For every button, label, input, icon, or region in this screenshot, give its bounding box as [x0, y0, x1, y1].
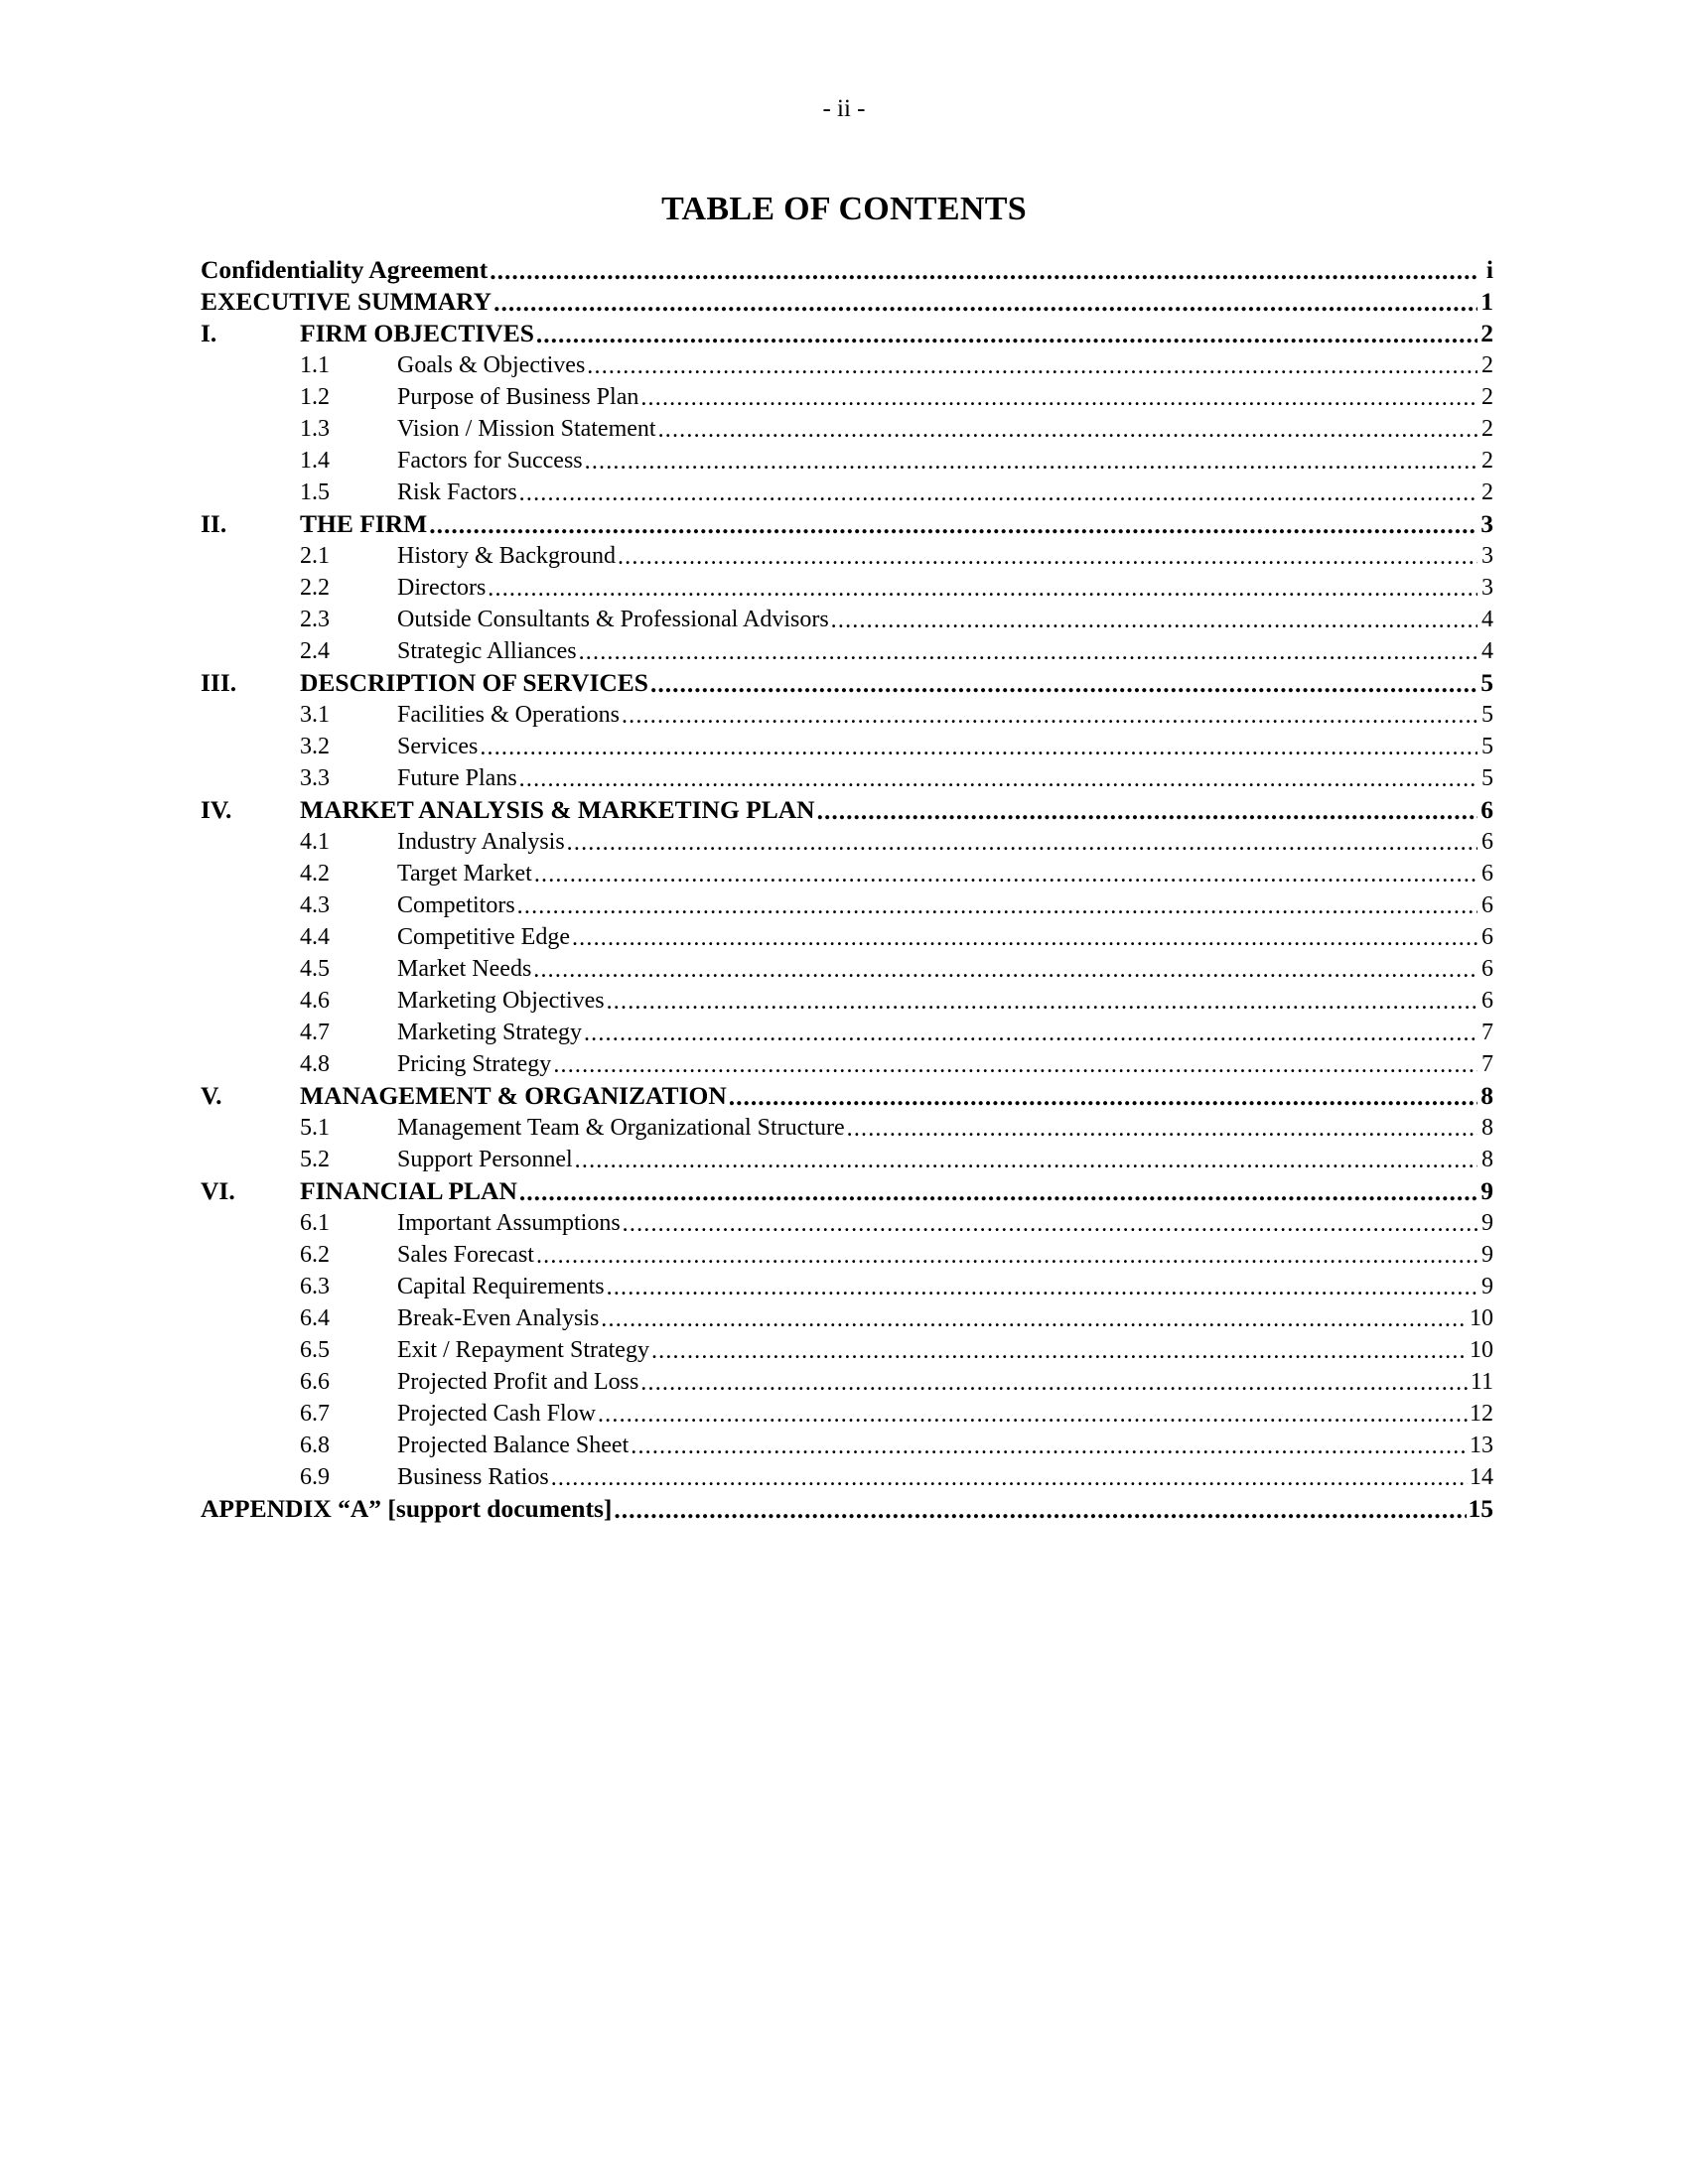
toc-subsection-number: 1.5: [300, 479, 330, 505]
toc-page-number: 2: [1481, 352, 1493, 378]
dot-leader: [614, 1497, 1466, 1523]
dot-leader: [519, 480, 1477, 506]
toc-entry-label: Marketing Objectives: [397, 988, 605, 1014]
toc-page-number: 5: [1481, 702, 1493, 728]
toc-entry-label: Competitive Edge: [397, 924, 570, 950]
toc-entry[interactable]: [201, 254, 1493, 286]
toc-page-number: 6: [1481, 924, 1493, 950]
toc-entry-label: Strategic Alliances: [397, 638, 577, 664]
toc-subentry[interactable]: [201, 1398, 1493, 1430]
toc-page-number: 2: [1481, 416, 1493, 442]
toc-entry[interactable]: [201, 794, 1493, 826]
toc-subentry[interactable]: [201, 699, 1493, 731]
dot-leader: [536, 1243, 1477, 1269]
toc-subsection-number: 6.7: [300, 1401, 330, 1427]
toc-page-number: i: [1485, 255, 1493, 284]
toc-subsection-number: 6.2: [300, 1242, 330, 1268]
toc-page-number: 6: [1481, 892, 1493, 918]
toc-subsection-number: 6.1: [300, 1210, 330, 1236]
dot-leader: [490, 258, 1477, 284]
dot-leader: [598, 1402, 1468, 1428]
toc-subentry[interactable]: [201, 1366, 1493, 1398]
toc-subsection-number: 4.7: [300, 1020, 330, 1045]
toc-subsection-number: 1.3: [300, 416, 330, 442]
dot-leader: [831, 608, 1477, 633]
toc-entry-label: Outside Consultants & Professional Advisors: [397, 607, 829, 632]
toc-page-number: 4: [1481, 607, 1493, 632]
dot-leader: [567, 830, 1477, 856]
toc-page-number: 6: [1481, 861, 1493, 887]
dot-leader: [622, 703, 1477, 729]
toc-page-number: 2: [1481, 448, 1493, 474]
dot-leader: [631, 1433, 1468, 1459]
toc-subsection-number: 6.4: [300, 1305, 330, 1331]
toc-leader-line: [397, 1336, 1493, 1364]
toc-entry-label: Factors for Success: [397, 448, 583, 474]
toc-subentry[interactable]: [201, 349, 1493, 381]
toc-entry-label: Important Assumptions: [397, 1210, 621, 1236]
toc-page-number: 4: [1481, 638, 1493, 664]
dot-leader: [601, 1306, 1468, 1332]
toc-leader-line: [300, 1082, 1493, 1110]
toc-subentry[interactable]: [201, 731, 1493, 762]
toc-subentry[interactable]: [201, 1239, 1493, 1271]
toc-page-number: 8: [1481, 1115, 1493, 1141]
dot-leader: [534, 862, 1477, 887]
toc-subentry[interactable]: [201, 1334, 1493, 1366]
toc-subentry[interactable]: [201, 985, 1493, 1017]
toc-page-number: 10: [1470, 1337, 1493, 1363]
toc-entry[interactable]: [201, 1080, 1493, 1112]
toc-entry-label: Confidentiality Agreement: [201, 255, 489, 284]
toc-entry-label: Purpose of Business Plan: [397, 384, 639, 410]
toc-subsection-number: 6.6: [300, 1369, 330, 1395]
toc-leader-line: [397, 1019, 1493, 1046]
toc-subentry[interactable]: [201, 1461, 1493, 1493]
toc-leader-line: [201, 256, 1493, 284]
toc-leader-line: [397, 1304, 1493, 1332]
toc-page-number: 8: [1481, 1147, 1493, 1172]
dot-leader: [640, 1370, 1469, 1396]
toc-subsection-number: 1.4: [300, 448, 330, 474]
toc-entry-label: MANAGEMENT & ORGANIZATION: [300, 1081, 727, 1110]
toc-section-numeral: VI.: [201, 1176, 235, 1205]
dot-leader: [640, 385, 1477, 411]
toc-entry-label: History & Background: [397, 543, 616, 569]
dot-leader: [572, 925, 1477, 951]
toc-subentry[interactable]: [201, 635, 1493, 667]
toc-leader-line: [397, 891, 1493, 919]
toc-subsection-number: 4.2: [300, 861, 330, 887]
toc-section-numeral: II.: [201, 509, 227, 538]
toc-entry-label: Directors: [397, 575, 487, 601]
toc-subentry[interactable]: [201, 1271, 1493, 1302]
toc-page-number: 3: [1481, 543, 1493, 569]
toc-entry-label: Facilities & Operations: [397, 702, 620, 728]
toc-subsection-number: 3.2: [300, 734, 330, 759]
toc-page-number: 5: [1480, 668, 1493, 697]
toc-entry-label: DESCRIPTION OF SERVICES: [300, 668, 648, 697]
toc-page-number: 2: [1481, 479, 1493, 505]
toc-entry-label: FIRM OBJECTIVES: [300, 319, 534, 347]
dot-leader: [847, 1116, 1477, 1142]
toc-entry-label: Support Personnel: [397, 1147, 573, 1172]
toc-page-number: 9: [1480, 1176, 1493, 1205]
toc-subentry[interactable]: [201, 540, 1493, 572]
toc-leader-line: [397, 1146, 1493, 1173]
toc-leader-line: [397, 637, 1493, 665]
toc-subentry[interactable]: [201, 953, 1493, 985]
toc-subentry[interactable]: [201, 826, 1493, 858]
toc-subsection-number: 5.2: [300, 1147, 330, 1172]
toc-entry-label: Exit / Repayment Strategy: [397, 1337, 649, 1363]
toc-page-number: 8: [1480, 1081, 1493, 1110]
toc-entry-label: Pricing Strategy: [397, 1051, 552, 1077]
dot-leader: [519, 1179, 1477, 1205]
toc-entry-label: THE FIRM: [300, 509, 428, 538]
toc-page-number: 5: [1481, 765, 1493, 791]
toc-title: TABLE OF CONTENTS: [661, 191, 1027, 227]
toc-entry-label: EXECUTIVE SUMMARY: [201, 287, 492, 316]
toc-leader-line: [397, 478, 1493, 506]
toc-subsection-number: 3.1: [300, 702, 330, 728]
toc-subsection-number: 5.1: [300, 1115, 330, 1141]
toc-entry-label: Goals & Objectives: [397, 352, 586, 378]
toc-page-number: 13: [1470, 1433, 1493, 1458]
dot-leader: [607, 1275, 1477, 1300]
toc-subsection-number: 1.2: [300, 384, 330, 410]
toc-entry[interactable]: [201, 286, 1493, 318]
toc-leader-line: [397, 923, 1493, 951]
toc-section-numeral: I.: [201, 319, 217, 347]
toc-entry-label: Future Plans: [397, 765, 517, 791]
dot-leader: [651, 1338, 1468, 1364]
toc-subsection-number: 2.3: [300, 607, 330, 632]
toc-leader-line: [397, 955, 1493, 983]
toc-leader-line: [397, 1400, 1493, 1428]
toc-page-number: 12: [1470, 1401, 1493, 1427]
toc-subsection-number: 2.1: [300, 543, 330, 569]
toc-page-number: 15: [1468, 1494, 1493, 1523]
dot-leader: [587, 353, 1477, 379]
dot-leader: [623, 1211, 1477, 1237]
toc-leader-line: [300, 510, 1493, 538]
toc-entry-label: MARKET ANALYSIS & MARKETING PLAN: [300, 795, 815, 824]
toc-subentry[interactable]: [201, 921, 1493, 953]
toc-page-number: 3: [1481, 575, 1493, 601]
toc-page-number: 9: [1481, 1274, 1493, 1299]
toc-entry-label: Capital Requirements: [397, 1274, 605, 1299]
toc-page-number: 7: [1481, 1020, 1493, 1045]
dot-leader: [729, 1084, 1477, 1110]
dot-leader: [579, 639, 1477, 665]
toc-entry-label: Management Team & Organizational Structure: [397, 1115, 845, 1141]
toc-entry[interactable]: [201, 318, 1493, 349]
toc-leader-line: [397, 1273, 1493, 1300]
toc-leader-line: [300, 320, 1493, 347]
toc-page-number: 6: [1481, 956, 1493, 982]
dot-leader: [607, 989, 1477, 1015]
toc-subentry[interactable]: [201, 1017, 1493, 1048]
toc-subsection-number: 3.3: [300, 765, 330, 791]
toc-entry[interactable]: [201, 1175, 1493, 1207]
toc-subentry[interactable]: [201, 1112, 1493, 1144]
toc-leader-line: [397, 764, 1493, 792]
dot-leader: [493, 290, 1477, 316]
toc-leader-line: [397, 606, 1493, 633]
toc-subsection-number: 2.2: [300, 575, 330, 601]
toc-entry-label: Target Market: [397, 861, 532, 887]
toc-entry-label: APPENDIX “A” [support documents]: [201, 1494, 613, 1523]
toc-page-number: 9: [1481, 1210, 1493, 1236]
dot-leader: [429, 512, 1477, 538]
dot-leader: [618, 544, 1477, 570]
toc-leader-line: [397, 1432, 1493, 1459]
toc-leader-line: [397, 351, 1493, 379]
toc-subentry[interactable]: [201, 858, 1493, 889]
toc-subsection-number: 4.6: [300, 988, 330, 1014]
toc-subentry[interactable]: [201, 445, 1493, 477]
toc-subentry[interactable]: [201, 1144, 1493, 1175]
toc-section-numeral: IV.: [201, 795, 232, 824]
toc-entry-label: Projected Cash Flow: [397, 1401, 596, 1427]
toc-page-number: 10: [1470, 1305, 1493, 1331]
dot-leader: [553, 1052, 1477, 1078]
toc-leader-line: [397, 860, 1493, 887]
toc-leader-line: [300, 1177, 1493, 1205]
toc-entry-label: Projected Profit and Loss: [397, 1369, 639, 1395]
toc-leader-line: [397, 383, 1493, 411]
toc-leader-line: [300, 796, 1493, 824]
toc-subsection-number: 4.1: [300, 829, 330, 855]
toc-subsection-number: 6.5: [300, 1337, 330, 1363]
toc-page-number: 5: [1481, 734, 1493, 759]
toc-subentry[interactable]: [201, 1207, 1493, 1239]
toc-entry[interactable]: [201, 508, 1493, 540]
toc-entry[interactable]: [201, 667, 1493, 699]
toc-entry-label: Vision / Mission Statement: [397, 416, 656, 442]
dot-leader: [584, 1021, 1477, 1046]
toc-entry-label: Competitors: [397, 892, 515, 918]
toc-leader-line: [397, 1241, 1493, 1269]
toc-page-number: 11: [1470, 1369, 1493, 1395]
toc-page-number: 2: [1480, 319, 1493, 347]
toc-page-number: 7: [1481, 1051, 1493, 1077]
toc-subentry[interactable]: [201, 477, 1493, 508]
toc-subentry[interactable]: [201, 762, 1493, 794]
toc-subsection-number: 4.3: [300, 892, 330, 918]
toc-page-number: 1: [1480, 287, 1493, 316]
toc-leader-line: [397, 1463, 1493, 1491]
toc-entry[interactable]: [201, 1493, 1493, 1525]
dot-leader: [575, 1148, 1477, 1173]
dot-leader: [517, 893, 1477, 919]
toc-leader-line: [397, 701, 1493, 729]
toc-leader-line: [397, 1114, 1493, 1142]
toc-entry-label: FINANCIAL PLAN: [300, 1176, 517, 1205]
toc-leader-line: [397, 574, 1493, 602]
table-of-contents: [201, 254, 1493, 1525]
toc-entry-label: Risk Factors: [397, 479, 517, 505]
toc-page-number: 6: [1481, 829, 1493, 855]
toc-subsection-number: 4.4: [300, 924, 330, 950]
toc-leader-line: [397, 415, 1493, 443]
toc-subentry[interactable]: [201, 381, 1493, 413]
toc-entry-label: Market Needs: [397, 956, 532, 982]
dot-leader: [488, 576, 1477, 602]
toc-subsection-number: 4.5: [300, 956, 330, 982]
dot-leader: [480, 735, 1477, 760]
toc-page-number: 14: [1470, 1464, 1493, 1490]
toc-page-number: 6: [1480, 795, 1493, 824]
dot-leader: [536, 322, 1477, 347]
dot-leader: [519, 766, 1477, 792]
toc-leader-line: [397, 828, 1493, 856]
toc-leader-line: [397, 733, 1493, 760]
toc-subentry[interactable]: [201, 1048, 1493, 1080]
toc-leader-line: [397, 447, 1493, 475]
toc-subsection-number: 4.8: [300, 1051, 330, 1077]
toc-subentry[interactable]: [201, 413, 1493, 445]
toc-entry-label: Services: [397, 734, 479, 759]
toc-entry-label: Business Ratios: [397, 1464, 549, 1490]
dot-leader: [551, 1465, 1468, 1491]
toc-leader-line: [201, 288, 1493, 316]
toc-subentry[interactable]: [201, 1302, 1493, 1334]
toc-subentry[interactable]: [201, 572, 1493, 604]
dot-leader: [817, 798, 1477, 824]
toc-page-number: 6: [1481, 988, 1493, 1014]
dot-leader: [585, 449, 1477, 475]
toc-leader-line: [201, 1495, 1493, 1523]
toc-section-numeral: V.: [201, 1081, 222, 1110]
toc-section-numeral: III.: [201, 668, 237, 697]
toc-subsection-number: 6.9: [300, 1464, 330, 1490]
toc-page-number: 2: [1481, 384, 1493, 410]
dot-leader: [650, 671, 1477, 697]
toc-leader-line: [397, 987, 1493, 1015]
toc-subentry[interactable]: [201, 1430, 1493, 1461]
toc-entry-label: Marketing Strategy: [397, 1020, 582, 1045]
toc-entry-label: Break-Even Analysis: [397, 1305, 600, 1331]
dot-leader: [533, 957, 1477, 983]
toc-leader-line: [397, 542, 1493, 570]
toc-leader-line: [300, 669, 1493, 697]
toc-entry-label: Industry Analysis: [397, 829, 565, 855]
toc-leader-line: [397, 1209, 1493, 1237]
toc-entry-label: Projected Balance Sheet: [397, 1433, 630, 1458]
toc-subentry[interactable]: [201, 604, 1493, 635]
toc-subsection-number: 1.1: [300, 352, 330, 378]
toc-subentry[interactable]: [201, 889, 1493, 921]
toc-subsection-number: 2.4: [300, 638, 330, 664]
toc-page-number: 3: [1480, 509, 1493, 538]
dot-leader: [658, 417, 1477, 443]
toc-leader-line: [397, 1368, 1493, 1396]
toc-leader-line: [397, 1050, 1493, 1078]
toc-entry-label: Sales Forecast: [397, 1242, 534, 1268]
toc-page-number: 9: [1481, 1242, 1493, 1268]
page-number: - ii -: [822, 95, 866, 122]
toc-subsection-number: 6.8: [300, 1433, 330, 1458]
toc-subsection-number: 6.3: [300, 1274, 330, 1299]
